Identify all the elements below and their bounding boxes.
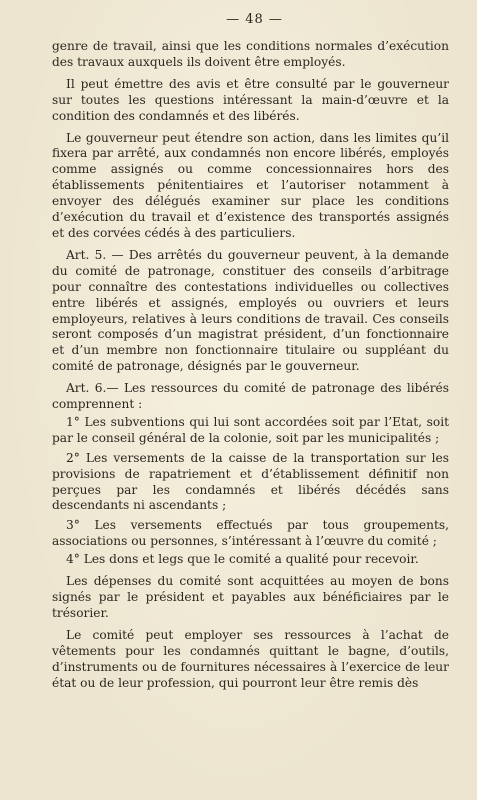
- list-item-subventions: 1° Les subventions qui lui sont accordées soit par l’Etat, soit par le conseil général de la colonie, soit par les municipalités ;: [52, 414, 449, 445]
- list-item-versements-caisse: 2° Les versements de la caisse de la transportation sur les provisions de rapatriement et d’établissement définitif non perçues par les condamnés et libérés décédés sans descendants ni ascendants ;: [52, 450, 449, 513]
- page-number: — 48 —: [226, 12, 283, 27]
- list-item-versements-groupements: 3° Les versements effectués par tous groupements, associations ou personnes, s’intéressant à l’œuvre du comité ;: [52, 518, 449, 549]
- paragraph-depenses: Les dépenses du comité sont acquittées au moyen de bons signés par le président et payables aux bénéficiaires par le trésorier.: [52, 574, 449, 620]
- paragraph-governor-action: Le gouverneur peut étendre son action, dans les limites qu’il fixera par arrêté, aux condamnés non encore libérés, employés comme assignés ou comme concessionnaires hors des établissements pénitentiaires et l’autoriser notamment à envoyer des délégués examiner sur place les conditions d’exécution du travail et d’existence des transportés assignés et des corvées cédés à des particuliers.: [52, 130, 449, 240]
- paragraph-ressources-usage: Le comité peut employer ses ressources à l’achat de vêtements pour les condamnés quittant le bagne, d’outils, d’instruments ou de fournitures nécessaires à l’exercice de leur état ou de leur profession, qui pourront leur être remis dès: [52, 627, 449, 690]
- paragraph-article-6: Art. 6.— Les ressources du comité de patronage des libérés comprennent :: [52, 381, 449, 412]
- paragraph-advice: Il peut émettre des avis et être consulté par le gouverneur sur toutes les questions intéressant la main-d’œuvre et la condition des condamnés et des libérés.: [52, 76, 449, 123]
- paragraph-work-conditions: genre de travail, ainsi que les conditions normales d’exécution des travaux auxquels ils doivent être employés.: [52, 39, 449, 69]
- list-item-dons-legs: 4° Les dons et legs que le comité a qualité pour recevoir.: [66, 552, 419, 567]
- paragraph-article-5: Art. 5. — Des arrêtés du gouverneur peuvent, à la demande du comité de patronage, constituer des conseils d’arbitrage pour connaître des contestations individuelles ou collectives entre libérés et assignés, employés ou ouvriers et leurs employeurs, relatives à leurs conditions de travail. Ces conseils seront composés d’un magistrat président, d’un fonctionnaire et d’un membre non fonctionnaire titulaire ou suppléant du comité de patronage, désignés par le gouverneur.: [52, 247, 449, 374]
